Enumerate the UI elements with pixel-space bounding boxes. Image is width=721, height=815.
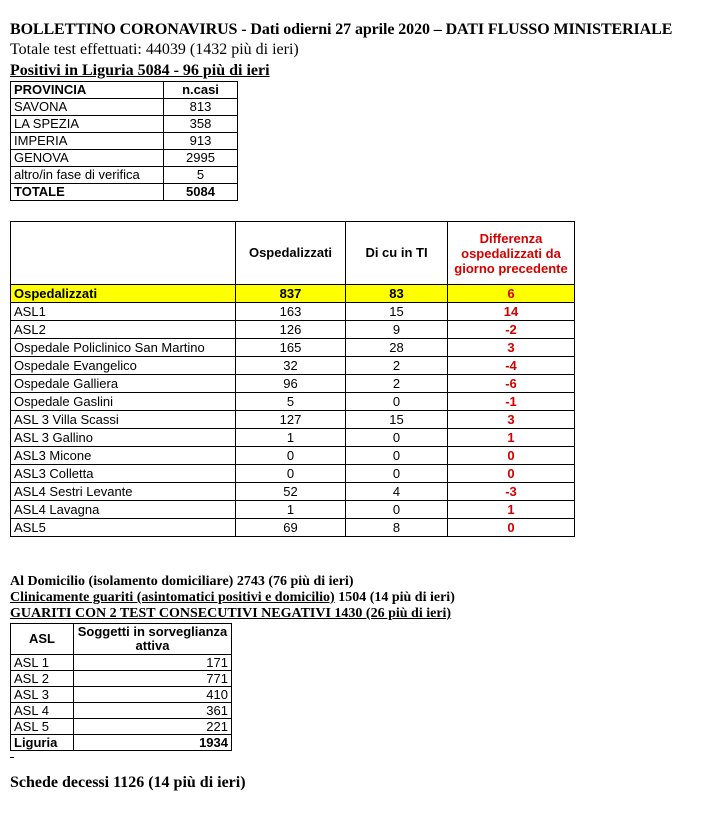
table-row xyxy=(11,671,232,687)
total-value: 5084 xyxy=(164,184,238,201)
hospital-diff: 1 xyxy=(448,429,575,447)
hospital-ti: 15 xyxy=(346,303,448,321)
table-row xyxy=(11,483,575,501)
tests-total: Totale test effettuati: 44039 (1432 più di ieri) xyxy=(10,41,299,58)
hospital-name: Ospedale Evangelico xyxy=(11,357,236,375)
hospital-ti: 0 xyxy=(346,429,448,447)
header-soggetti: Soggetti in sorveglianza attiva xyxy=(74,624,232,655)
asl-surveillance-table xyxy=(10,623,232,751)
hospital-ospedalizzati: 1 xyxy=(236,429,346,447)
table-header-row xyxy=(11,82,238,99)
hospital-name: ASL3 Colletta xyxy=(11,465,236,483)
hospital-ti: 15 xyxy=(346,411,448,429)
table-row xyxy=(11,519,575,537)
hospital-ti: 8 xyxy=(346,519,448,537)
province-name: IMPERIA xyxy=(11,133,164,150)
hospital-ti: 0 xyxy=(346,393,448,411)
hospital-ospedalizzati: 163 xyxy=(236,303,346,321)
hospital-ospedalizzati: 127 xyxy=(236,411,346,429)
hospital-ti: 0 xyxy=(346,447,448,465)
positivi-liguria: Positivi in Liguria 5084 - 96 più di ieri xyxy=(10,62,270,79)
province-cases: 913 xyxy=(164,133,238,150)
table-row xyxy=(11,339,575,357)
asl-name: ASL 5 xyxy=(11,719,74,735)
hospital-ospedalizzati: 32 xyxy=(236,357,346,375)
table-row xyxy=(11,429,575,447)
total-label: TOTALE xyxy=(11,184,164,201)
hospital-name: ASL 3 Villa Scassi xyxy=(11,411,236,429)
hospital-ti: 2 xyxy=(346,375,448,393)
table-row xyxy=(11,393,575,411)
hospital-ospedalizzati: 52 xyxy=(236,483,346,501)
table-row xyxy=(11,357,575,375)
hospital-diff: 14 xyxy=(448,303,575,321)
guariti-clinicamente-value: 1504 (14 più di ieri) xyxy=(334,590,455,605)
table-row xyxy=(11,375,575,393)
hospital-ti: 28 xyxy=(346,339,448,357)
hospital-diff: 0 xyxy=(448,447,575,465)
hospital-diff: -3 xyxy=(448,483,575,501)
summary-diff: 6 xyxy=(448,285,575,303)
province-cases: 813 xyxy=(164,99,238,116)
hospital-name: Ospedale Policlinico San Martino xyxy=(11,339,236,357)
table-row xyxy=(11,447,575,465)
asl-value: 221 xyxy=(74,719,232,735)
hospital-ospedalizzati: 0 xyxy=(236,447,346,465)
hospital-diff: 3 xyxy=(448,411,575,429)
hospital-name: Ospedale Galliera xyxy=(11,375,236,393)
hospital-name: ASL5 xyxy=(11,519,236,537)
header-n-casi: n.casi xyxy=(164,82,238,99)
table-row xyxy=(11,703,232,719)
asl-name: ASL 4 xyxy=(11,703,74,719)
hospital-diff: 0 xyxy=(448,465,575,483)
hospital-name: Ospedale Gaslini xyxy=(11,393,236,411)
asl-value: 361 xyxy=(74,703,232,719)
summary-ospedalizzati: 837 xyxy=(236,285,346,303)
hospital-diff: 3 xyxy=(448,339,575,357)
asl-total-value: 1934 xyxy=(74,735,232,751)
hospital-ti: 0 xyxy=(346,465,448,483)
hospital-ospedalizzati: 96 xyxy=(236,375,346,393)
table-header-row xyxy=(11,624,232,655)
hospital-ospedalizzati: 69 xyxy=(236,519,346,537)
header-asl: ASL xyxy=(11,624,74,655)
table-total-row xyxy=(11,735,232,751)
hospital-ospedalizzati: 165 xyxy=(236,339,346,357)
table-total-row xyxy=(11,184,238,201)
hospital-name: ASL3 Micone xyxy=(11,447,236,465)
header-ospedalizzati: Ospedalizzati xyxy=(236,222,346,285)
province-cases: 5 xyxy=(164,167,238,184)
summary-ti: 83 xyxy=(346,285,448,303)
hospital-name: ASL4 Sestri Levante xyxy=(11,483,236,501)
table-row xyxy=(11,411,575,429)
asl-total-label: Liguria xyxy=(11,735,74,751)
hospital-diff: 0 xyxy=(448,519,575,537)
guariti-clinicamente-label: Clinicamente guariti (asintomatici positivi e domicilio) xyxy=(10,590,335,605)
table-row xyxy=(11,150,238,167)
province-name: GENOVA xyxy=(11,150,164,167)
asl-value: 171 xyxy=(74,655,232,671)
province-name: LA SPEZIA xyxy=(11,116,164,133)
summary-row xyxy=(11,285,575,303)
province-cases: 358 xyxy=(164,116,238,133)
province-name: SAVONA xyxy=(11,99,164,116)
asl-value: 410 xyxy=(74,687,232,703)
header-provincia: PROVINCIA xyxy=(11,82,164,99)
summary-label: Ospedalizzati xyxy=(11,285,236,303)
domicilio-text: Al Domicilio (isolamento domiciliare) 2743 (76 più di ieri) xyxy=(10,574,354,589)
hospital-diff: -6 xyxy=(448,375,575,393)
hospital-name: ASL2 xyxy=(11,321,236,339)
table-row xyxy=(11,99,238,116)
table-row xyxy=(11,303,575,321)
hospital-ti: 4 xyxy=(346,483,448,501)
hospital-diff: -2 xyxy=(448,321,575,339)
hospital-name: ASL1 xyxy=(11,303,236,321)
table-row xyxy=(11,321,575,339)
asl-value: 771 xyxy=(74,671,232,687)
table-header-row xyxy=(11,222,575,285)
table-row xyxy=(11,719,232,735)
hospital-name: ASL 3 Gallino xyxy=(11,429,236,447)
table-row xyxy=(11,133,238,150)
decessi-text: Schede decessi 1126 (14 più di ieri) xyxy=(10,774,246,791)
asl-name: ASL 3 xyxy=(11,687,74,703)
hospital-ti: 2 xyxy=(346,357,448,375)
table-row xyxy=(11,465,575,483)
bulletin-title: BOLLETTINO CORONAVIRUS - Dati odierni 27 aprile 2020 – DATI FLUSSO MINISTERIALE xyxy=(10,21,673,38)
province-cases: 2995 xyxy=(164,150,238,167)
province-name: altro/in fase di verifica xyxy=(11,167,164,184)
header-ti: Di cu in TI xyxy=(346,222,448,285)
hospital-ti: 9 xyxy=(346,321,448,339)
hospital-name: ASL4 Lavagna xyxy=(11,501,236,519)
asl-name: ASL 2 xyxy=(11,671,74,687)
header-differenza: Differenza ospedalizzati da giorno precedente xyxy=(448,222,575,285)
guariti-clinicamente-text xyxy=(10,590,455,606)
header-empty xyxy=(11,222,236,285)
hospital-diff: -1 xyxy=(448,393,575,411)
hospital-diff: -4 xyxy=(448,357,575,375)
hospital-ospedalizzati: 1 xyxy=(236,501,346,519)
table-row xyxy=(11,167,238,184)
table-row xyxy=(11,116,238,133)
guariti-test-text: GUARITI CON 2 TEST CONSECUTIVI NEGATIVI 1430 (26 più di ieri) xyxy=(10,606,452,621)
table-row xyxy=(11,501,575,519)
hospital-ti: 0 xyxy=(346,501,448,519)
table-row xyxy=(11,687,232,703)
table-row xyxy=(11,655,232,671)
hospital-diff: 1 xyxy=(448,501,575,519)
asl-name: ASL 1 xyxy=(11,655,74,671)
hospital-table xyxy=(10,221,575,537)
divider-mark xyxy=(10,757,14,758)
hospital-ospedalizzati: 0 xyxy=(236,465,346,483)
province-table xyxy=(10,81,238,201)
hospital-ospedalizzati: 5 xyxy=(236,393,346,411)
hospital-ospedalizzati: 126 xyxy=(236,321,346,339)
